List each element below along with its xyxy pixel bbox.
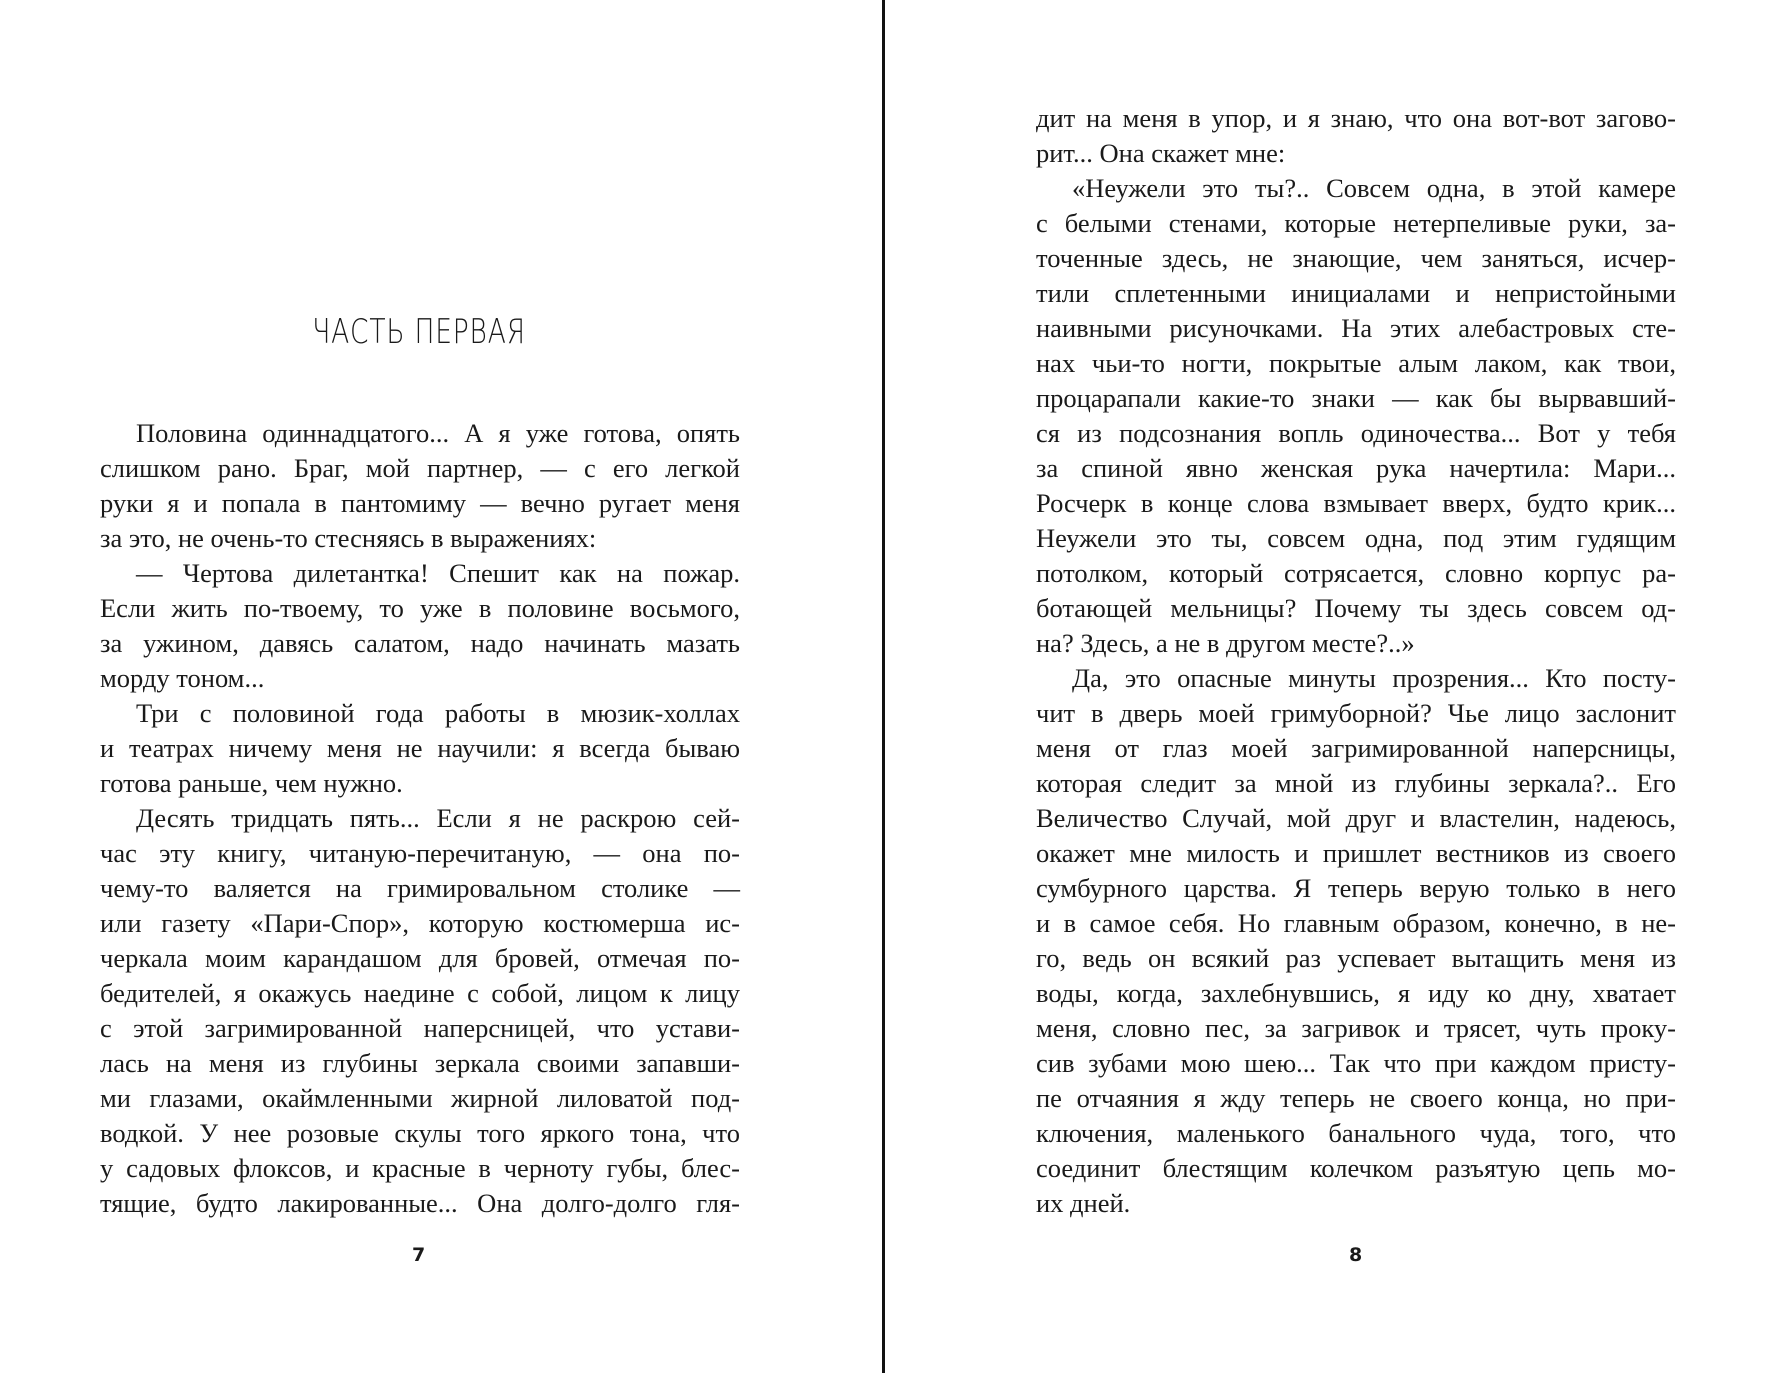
text-line: Если жить по-твоему, то уже в половине восьмого,: [100, 593, 740, 623]
text-line: черкала моим карандашом для бровей, отмечая по-: [100, 943, 740, 973]
text-line: Да, это опасные минуты прозрения... Кто посту-: [1072, 663, 1676, 693]
text-line: у садовых флоксов, и красные в черноту губы, блес-: [100, 1153, 740, 1183]
text-line: ботающей мельницы? Почему ты здесь совсем од-: [1036, 593, 1676, 623]
text-line: и в самое себя. Но главным образом, конечно, в не-: [1036, 908, 1676, 938]
text-line: за это, не очень-то стесняясь в выражениях:: [100, 523, 597, 553]
text-line: готова раньше, чем нужно.: [100, 768, 403, 798]
right-page: [885, 0, 1767, 1373]
text-line: час эту книгу, читаную-перечитаную, — она по-: [100, 838, 740, 868]
text-line: с этой загримированной наперсницей, что устави-: [100, 1013, 740, 1043]
text-line: или газету «Пари-Спор», которую костюмерша ис-: [100, 908, 740, 938]
text-line: на? Здесь, а не в другом месте?..»: [1036, 628, 1415, 658]
page-number: 7: [412, 1244, 426, 1266]
text-line: нах чьи-то ногти, покрытые алым лаком, как твои,: [1036, 348, 1676, 378]
text-line: ми глазами, окаймленными жирной лиловатой под-: [100, 1083, 740, 1113]
text-line: за спиной явно женская рука начертила: Мари...: [1036, 453, 1676, 483]
right-page-body-text: [1036, 101, 1676, 1221]
text-line: сумбурного царства. Я теперь верую только в него: [1036, 873, 1676, 903]
text-line: го, ведь он всякий раз успевает вытащить меня из: [1036, 943, 1676, 973]
text-line: ся из подсознания вопль одиночества... Вот у тебя: [1036, 418, 1676, 448]
text-line: чит в дверь моей гримуборной? Чье лицо заслонит: [1036, 698, 1676, 728]
text-line: Росчерк в конце слова взмывает вверх, будто крик...: [1036, 488, 1676, 518]
text-line: воды, когда, захлебнувшись, я иду ко дну, хватает: [1036, 978, 1676, 1008]
text-line: Величество Случай, мой друг и властелин, надеюсь,: [1036, 803, 1676, 833]
text-line: меня, словно пес, за загривок и трясет, чуть проку-: [1036, 1013, 1676, 1043]
text-line: соединит блестящим колечком разъятую цепь мо-: [1036, 1153, 1676, 1183]
text-line: тящие, будто лакированные... Она долго-долго гля-: [100, 1188, 740, 1218]
part-title: ЧАСТЬ ПЕРВАЯ: [312, 312, 526, 352]
text-line: Десять тридцать пять... Если я не раскрою сей-: [136, 803, 740, 833]
text-line: Половина одиннадцатого... А я уже готова, опять: [136, 418, 740, 448]
text-line: — Чертова дилетантка! Спешит как на пожар.: [136, 558, 740, 588]
text-line: дит на меня в упор, и я знаю, что она вот-вот загово-: [1036, 103, 1676, 133]
text-line: Неужели это ты, совсем одна, под этим гудящим: [1036, 523, 1676, 553]
text-line: «Неужели это ты?.. Совсем одна, в этой камере: [1072, 173, 1676, 203]
text-line: руки я и попала в пантомиму — вечно ругает меня: [100, 488, 740, 518]
text-line: сив зубами мою шею... Так что при каждом присту-: [1036, 1048, 1676, 1078]
text-line: слишком рано. Браг, мой партнер, — с его легкой: [100, 453, 740, 483]
text-line: точенные здесь, не знающие, чем заняться, исчер-: [1036, 243, 1676, 273]
text-line: которая следит за мной из глубины зеркала?.. Его: [1036, 768, 1676, 798]
page-number: 8: [1349, 1244, 1363, 1266]
text-line: рит... Она скажет мне:: [1036, 138, 1286, 168]
left-page-body-text: [100, 416, 740, 1221]
text-line: пе отчаяния я жду теперь не своего конца, но при-: [1036, 1083, 1676, 1113]
text-line: ключения, маленького банального чуда, того, что: [1036, 1118, 1676, 1148]
text-line: и театрах ничему меня не научили: я всегда бываю: [100, 733, 740, 763]
text-line: водкой. У нее розовые скулы того яркого тона, что: [100, 1118, 740, 1148]
text-line: тили сплетенными инициалами и непристойными: [1036, 278, 1676, 308]
text-line: наивными рисуночками. На этих алебастровых сте-: [1036, 313, 1676, 343]
text-line: окажет мне милость и пришлет вестников из своего: [1036, 838, 1676, 868]
text-line: их дней.: [1036, 1188, 1131, 1218]
text-line: процарапали какие-то знаки — как бы вырвавший-: [1036, 383, 1676, 413]
text-line: чему-то валяется на гримировальном столике —: [100, 873, 740, 903]
text-line: Три с половиной года работы в мюзик-холлах: [136, 698, 740, 728]
text-line: за ужином, давясь салатом, надо начинать мазать: [100, 628, 740, 658]
text-line: бедителей, я окажусь наедине с собой, лицом к лицу: [100, 978, 740, 1008]
left-page: [0, 0, 882, 1373]
text-line: с белыми стенами, которые нетерпеливые руки, за-: [1036, 208, 1676, 238]
text-line: лась на меня из глубины зеркала своими запавши-: [100, 1048, 740, 1078]
text-line: меня от глаз моей загримированной наперсницы,: [1036, 733, 1676, 763]
text-line: морду тоном...: [100, 663, 265, 693]
text-line: потолком, который сотрясается, словно корпус ра-: [1036, 558, 1676, 588]
